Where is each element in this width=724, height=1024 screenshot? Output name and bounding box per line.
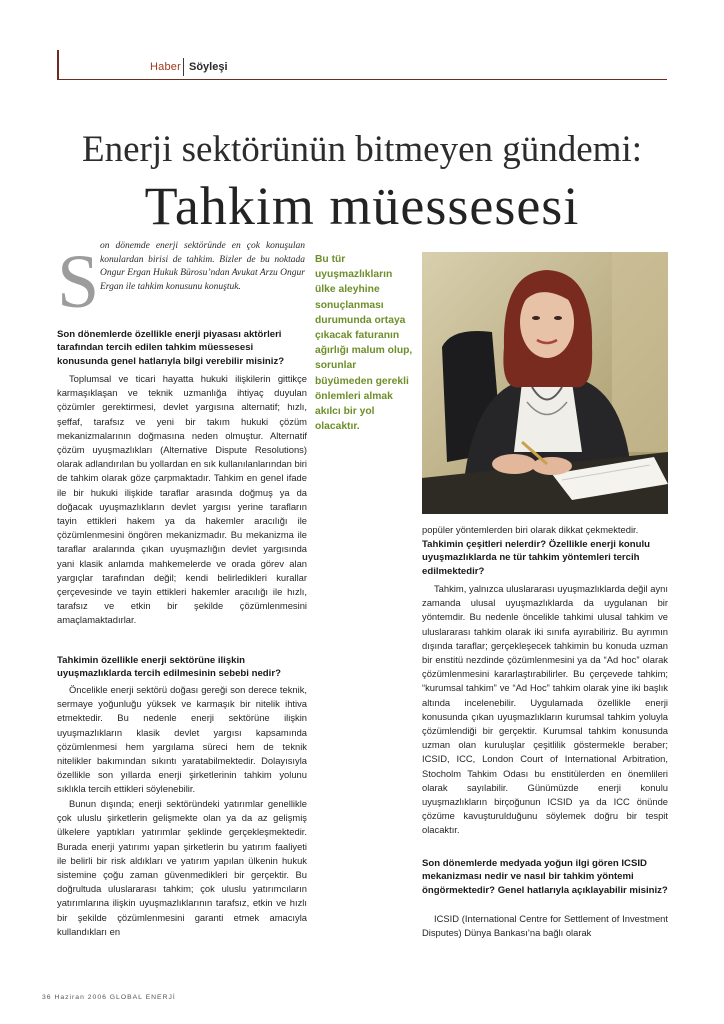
answer-1: Toplumsal ve ticari hayatta hukuki ilişkilerin gittikçe karmaşıklaşan ve teknik uzmanlığa ihtiyaç duyulan çözümler gerektirmesi, devlet yargısına alternatif; hızlı, şeffaf, tarafsız ve yeni bir takım hukuki çözüm mekanizmalarının doğmasına neden olmuştur. Alternatif çözüm uyuşmazlıkları (Alternative Dispute Resolutions) olarak adlandırılan bu yollardan en sık kullanılanlarından biri de tahkim olarak göze çarpmaktadır. Tahkim en genel ifade ile bir hukuki ilişkide taraflar arasında doğmuş ya da doğacak uyuşmazlıkların devlet yargısı yerine tarafların tayin ettikleri hakem ya da hakemler aracılığı ile çözümlenmesini öngören mekanizmadır. Bu mekanizma ile taraflar aralarında çıkan uyuşmazlığın devlet yargısında yani klasik anlamda mahkemelerde ve orada görev alan yargıçlar tarafından değil; kendi belirledikleri kurallar çerçevesinde ve tayin ettikleri hakemler aracılığı ile hızlı, tarafsız ve etkin bir şekilde çözümlenmesini amaçlamaktadırlar. <box>57 373 307 626</box>
header-subsection: Söyleşi <box>189 61 228 73</box>
question-3: Tahkimin çeşitleri nelerdir? Özellikle enerji konulu uyuşmazlıklarda ne tür tahkim yöntemleri tercih edilmektedir? <box>422 539 651 577</box>
answer-4: Tahkim, yalnızca uluslararası uyuşmazlıklarda değil aynı zamanda ulusal uyuşmazlıklarda da uygulanan bir yöntemdir. Bu nedenle öncelikle tahkimi ulusal tahkim ve uluslararası tahkim olarak iki sınıfa ayırabiliriz. Bu ayrımın dışında taraflar; gerçekleşecek tahkimin bu konuda uzman bir enstitü nezdinde çözümlenmesini ya da “Ad hoc” olarak çözümlenmesini kararlaştırabilirler. Bu çerçevede tahkim; “kurumsal tahkim” ve “Ad Hoc” tahkim olarak yine iki başlık altında incelenebilir. Uygulamada özellikle enerji konusunda çıkan uyuşmazlıkların kurumsal tahkim yoluyla çözümlendiği bir gerçektir. Kurumsal tahkim konusunda uzman olan kuruluşlar çeşitlilik göstermekle beraber; ICSID, ICC, London Court of International Arbitration, Stocholm Tahkim Odası bu enstitülerden en önemlileri olarak sayılabilir. Günümüzde enerji konulu uyuşmazlıkların birçoğunun ICSID ya da ICC önünde çözüme kavuşturulduğunu söylemek doğru bir tespit olacaktır. <box>422 583 668 836</box>
question-1: Son dönemlerde özellikle enerji piyasası aktörleri tarafından tercih edilen tahkim müessesesi konusunda genel hatlarıyla bilgi verebilir misiniz? <box>57 329 285 367</box>
header-rule <box>57 79 667 80</box>
drop-cap: S <box>57 240 100 324</box>
page-footer: 36 Haziran 2006 GLOBAL ENERJİ <box>42 994 176 1001</box>
intro-text: on dönemde enerji sektöründe en çok konuşulan konulardan birisi de tahkim. Bizler de bu noktada Ongur Ergan Hukuk Bürosu’ndan Avukat Arzu Ongur Ergan ile tahkim konusunu konuştuk. <box>100 241 305 292</box>
interview-photo <box>422 252 668 514</box>
portrait-illustration <box>422 252 668 514</box>
answer-3: Bunun dışında; enerji sektöründeki yatırımlar genellikle çok uluslu şirketlerin gelişmekte olan ya da az gelişmiş ülkelere yaptıkları yatırımlar şeklinde gerçekleşmektedir. Burada enerji yatırımı yapan şirketlerin bu yatırım faaliyeti ile belirli bir risk aldıkları ve yatırım yapılan ülkenin hukuk sistemine çoğu zaman güvenmedikleri bir gerçektir. Bu doğrultuda uluslararası tahkim; çok uluslu yatırımcıların yatırımlarına ilişkin uyuşmazlıklarının tarafsız, etkin ve hızlı bir şekilde çözümlenmesini garanti etmek amacıyla kullandıkları en <box>57 798 307 937</box>
continued-text: popüler yöntemlerden biri olarak dikkat çekmektedir. <box>422 524 639 535</box>
header-rule-vertical <box>57 50 59 80</box>
title-line-2: Tahkim müessesesi <box>144 176 580 236</box>
answer-5: ICSID (International Centre for Settlement of Investment Disputes) Dünya Bankası’na bağlı olarak <box>422 913 668 939</box>
answer-2: Öncelikle enerji sektörü doğası gereği son derece teknik, sermaye yoğunluğu yüksek ve karmaşık bir nitelik ihtiva etmektedir. Bu nedenle enerji sektörüne ilişkin uyuşmazlıkların klasik devlet yargısı kapsamında çözümlenmesi hem yargılama süreci hem de teknik nitelikler bakımından sıkıntı yaratabilmektedir. Dolayısıyla özellikle son yıllarda enerji şirketlerinin tahkim yolunu sıklıkla tercih ettikleri söylenebilir. <box>57 684 307 795</box>
question-4: Son dönemlerde medyada yoğun ilgi gören ICSID mekanizması nedir ve nasıl bir tahkim yöntemi öngörmektedir? Genel hatlarıyla açıklayabilir misiniz? <box>422 858 668 896</box>
question-2: Tahkimin özellikle enerji sektörüne ilişkin uyuşmazlıklarda tercih edilmesinin sebebi nedir? <box>57 655 281 680</box>
title-line-1: Enerji sektörünün bitmeyen gündemi: <box>81 129 643 170</box>
pull-quote: Bu tür uyuşmazlıkların ülke aleyhine sonuçlanması durumunda ortaya çıkacak faturanın ağırlığı malum olup, sorunlar büyümeden gerekli önlemleri almak akılcı bir yol olacaktır. <box>315 254 413 433</box>
header-section: Haber <box>150 61 181 73</box>
header-separator <box>183 58 184 76</box>
